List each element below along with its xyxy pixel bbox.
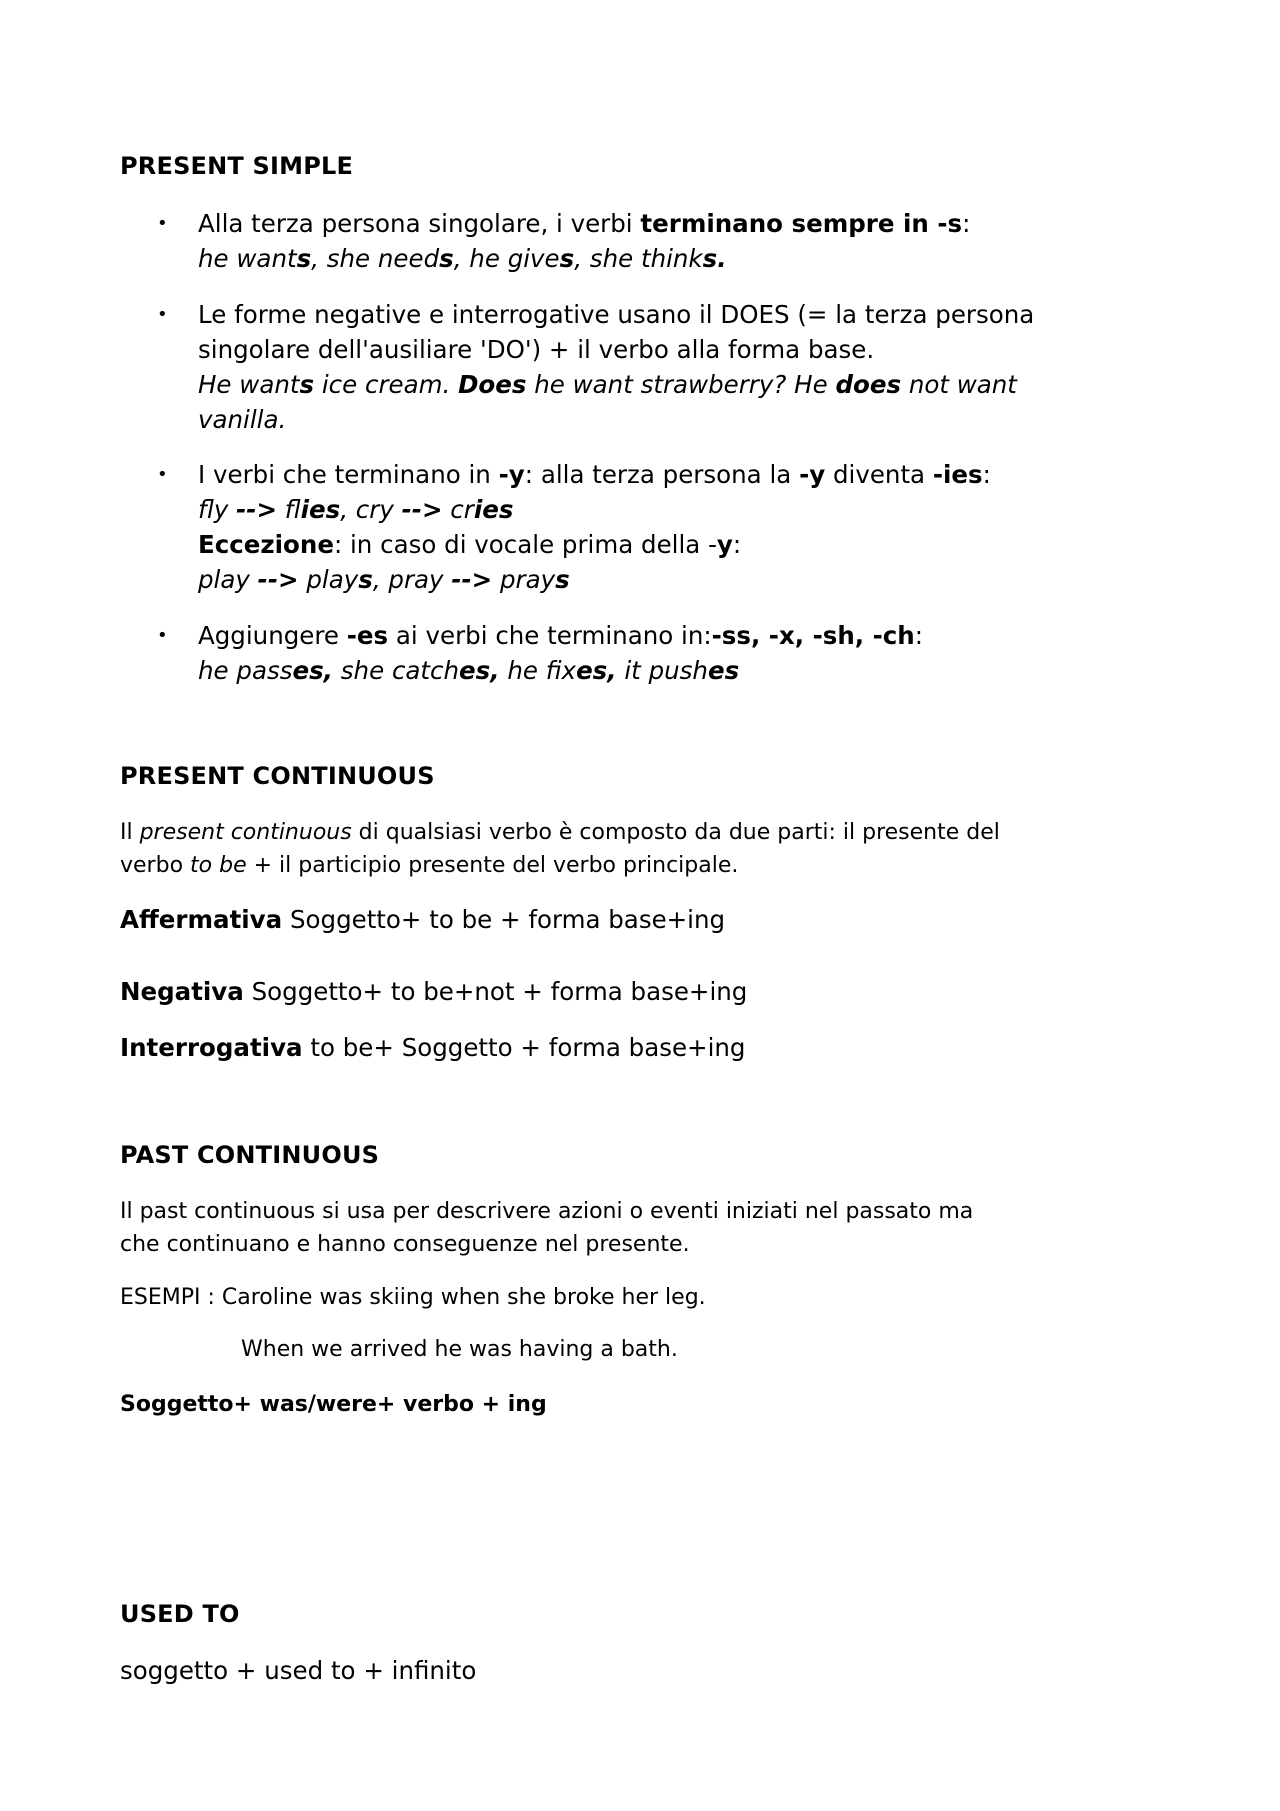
example-line: ESEMPI : Caroline was skiing when she broke her leg. [120,1285,706,1310]
bullet-icon: • [157,625,168,646]
rule-text: Le forme negative e interrogative usano il DOES (= la terza persona [198,300,1035,329]
section-title-present-continuous: PRESENT CONTINUOUS [120,762,435,790]
example-text: he passes, she catches, he fixes, it pushes [198,656,740,685]
intro-paragraph: Il present continuous di qualsiasi verbo è composto da due parti: il presente del verbo to be + il participio presente del verbo principale. [120,820,1000,878]
rule-text: singolare dell'ausiliare 'DO') + il verbo alla forma base. [198,335,875,364]
example-text: fly --> flies, cry --> cries [198,495,514,524]
form-interrogativa: Interrogativa to be+ Soggetto + forma base+ing [120,1033,746,1062]
section-title-used-to: USED TO [120,1600,240,1628]
rule-text: Aggiungere -es ai verbi che terminano in:-ss, -x, -sh, -ch: [198,621,924,650]
rule-text: I verbi che terminano in -y: alla terza persona la -y diventa -ies: [198,460,991,489]
example-text: he wants, she needs, he gives, she thinks. [198,244,727,273]
form-affermativa: Affermativa Soggetto+ to be + forma base+ing [120,905,726,934]
example-line: When we arrived he was having a bath. [241,1337,678,1362]
example-text: vanilla. [198,405,287,434]
section-title-present-simple: PRESENT SIMPLE [120,152,354,180]
example-text: He wants ice cream. Does he want strawberry? He does not want [198,370,1017,399]
formula-text: soggetto + used to + infinito [120,1656,477,1685]
form-negativa: Negativa Soggetto+ to be+not + forma base+ing [120,977,748,1006]
exception-text: Eccezione: in caso di vocale prima della -y: [198,530,742,559]
bullet-icon: • [157,304,168,325]
bullet-icon: • [157,213,168,234]
bullet-icon: • [157,464,168,485]
formula-text: Soggetto+ was/were+ verbo + ing [120,1392,547,1417]
rule-text: Alla terza persona singolare, i verbi terminano sempre in -s: [198,209,971,238]
description-paragraph: Il past continuous si usa per descrivere azioni o eventi iniziati nel passato ma che continuano e hanno conseguenze nel presente. [120,1199,974,1257]
section-title-past-continuous: PAST CONTINUOUS [120,1141,380,1169]
example-text: play --> plays, pray --> prays [198,565,570,594]
